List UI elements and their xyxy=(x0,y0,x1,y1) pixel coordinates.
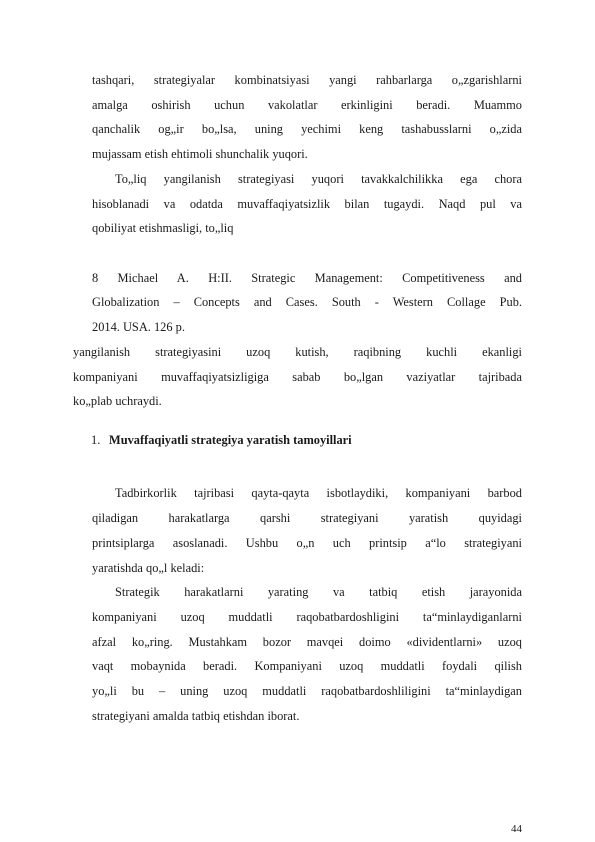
footnote-line: Globalization – Concepts and Cases. South - Western Collage Pub. xyxy=(92,295,522,309)
text-line: hisoblanadi va odatda muvaffaqiyatsizlik bilan tugaydi. Naqd pul va xyxy=(92,197,522,211)
footnote-line: 8 Michael A. H:II. Strategic Management: Competitiveness and xyxy=(92,271,522,285)
text-line: strategiyani amalda tatbiq etishdan iborat. xyxy=(92,709,300,723)
text-line: ko„plab uchraydi. xyxy=(73,394,162,408)
text-line: tashqari, strategiyalar kombinatsiyasi yangi rahbarlarga o„zgarishlarni xyxy=(92,73,522,87)
text-line: qanchalik og„ir bo„lsa, uning yechimi keng tashabusslarni o„zida xyxy=(92,122,522,136)
text-line: afzal ko„ring. Mustahkam bozor mavqei doimo «dividentlarni» uzoq xyxy=(92,635,522,649)
text-line: vaqt mobaynida beradi. Kompaniyani uzoq muddatli foydali qilish xyxy=(92,659,522,673)
text-line: qobiliyat etishmasligi, to„liq xyxy=(92,221,234,235)
text-line: Tadbirkorlik tajribasi qayta-qayta isbotlaydiki, kompaniyani barbod xyxy=(115,486,522,500)
text-line: yo„li bu – uning uzoq muddatli raqobatbardoshliligini ta“minlaydigan xyxy=(92,684,522,698)
text-line: To„liq yangilanish strategiyasi yuqori tavakkalchilikka ega chora xyxy=(115,172,522,186)
text-line: kompaniyani muvaffaqiyatsizligiga sabab bo„lgan vaziyatlar tajribada xyxy=(73,370,522,384)
text-line: mujassam etish ehtimoli shunchalik yuqori. xyxy=(92,147,308,161)
text-line: yaratishda qo„l keladi: xyxy=(92,561,205,575)
footnote-line: 2014. USA. 126 p. xyxy=(92,320,185,334)
text-line: amalga oshirish uchun vakolatlar erkinligini beradi. Muammo xyxy=(92,98,522,112)
heading-number: 1. xyxy=(91,433,101,447)
heading-title: Muvaffaqiyatli strategiya yaratish tamoyillari xyxy=(109,433,352,447)
text-line: kompaniyani uzoq muddatli raqobatbardoshligini ta“minlaydiganlarni xyxy=(92,610,522,624)
text-line: yangilanish strategiyasini uzoq kutish, raqibning kuchli ekanligi xyxy=(73,345,522,359)
text-line: printsiplarga asoslanadi. Ushbu o„n uch printsip a“lo strategiyani xyxy=(92,536,522,550)
text-line: qiladigan harakatlarga qarshi strategiyani yaratish quyidagi xyxy=(92,511,522,525)
page-number: 44 xyxy=(511,823,522,835)
text-line: Strategik harakatlarni yarating va tatbiq etish jarayonida xyxy=(115,585,522,599)
